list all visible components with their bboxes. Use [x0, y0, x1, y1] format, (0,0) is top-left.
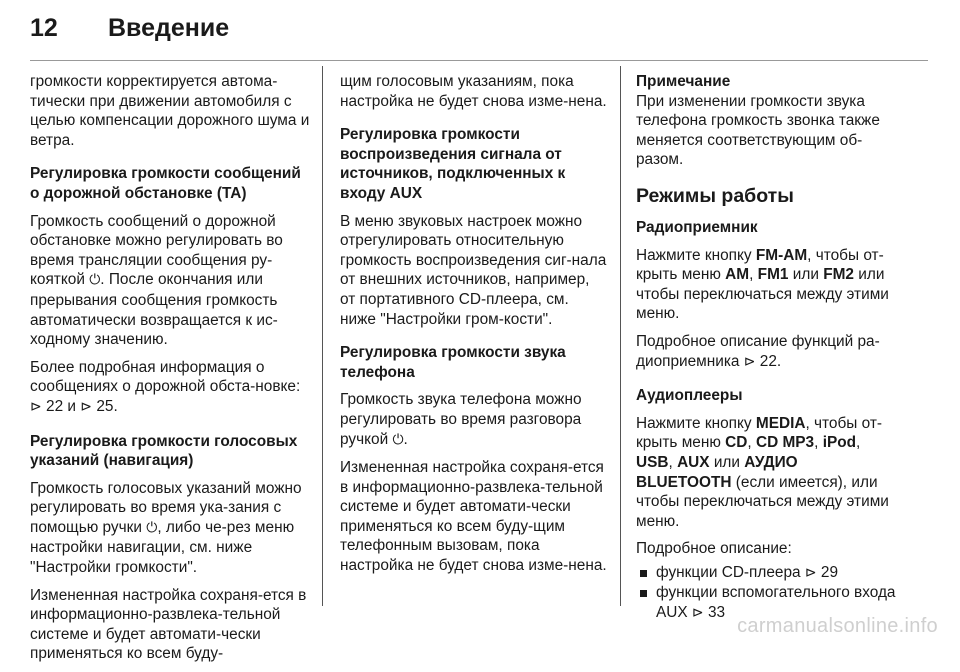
paragraph: Нажмите кнопку FM-AM, чтобы от-крыть меню AM, FM1 или FM2 или чтобы переключаться между этими меню.	[636, 246, 889, 323]
column-3	[636, 72, 908, 624]
paragraph: Громкость звука телефона можно регулировать во время разговора ручкой ⏻.	[340, 391, 582, 448]
note-title: Примечание	[636, 73, 731, 90]
menu-bluetooth: BLUETOOTH	[636, 473, 732, 491]
volume-knob-icon: ⏻	[146, 519, 158, 536]
section-title: Режимы работы	[636, 184, 794, 207]
button-label-media: MEDIA	[755, 414, 806, 432]
header-divider	[30, 60, 928, 61]
menu-cd-mp3: CD MP3	[755, 434, 815, 452]
column-divider-2	[620, 66, 621, 606]
list-item: функции CD-плеера ⊳ 29	[636, 563, 908, 584]
paragraph: Подробное описание:	[636, 540, 792, 558]
subheading-ta-volume: Регулировка громкости сообщений о дорожной обстановке (TA)	[30, 165, 301, 202]
page-header	[30, 14, 229, 50]
page-ref[interactable]: 29	[820, 563, 839, 581]
menu-cd: CD	[725, 434, 748, 452]
paragraph: Громкость сообщений о дорожной обстановке можно регулировать во время трансляции сообщения ру-кояткой ⏻. После окончания или прерывания сообщения громкость автоматически возвращается к ис-ходному значению.	[30, 212, 283, 349]
subheading-radio: Радиоприемник	[636, 218, 758, 236]
menu-audio: АУДИО	[744, 453, 798, 471]
page-reference-icon: ⊳	[80, 398, 93, 415]
paragraph: громкости корректируется автома-тически при движении автомобиля с целью компенсации дорожного шума и ветра.	[30, 73, 310, 149]
menu-fm1: FM1	[757, 266, 789, 284]
subheading-aux-volume: Регулировка громкости воспроизведения сигнала от источников, подключенных к входу AUX	[340, 126, 566, 202]
note-text: При изменении громкости звука телефона громкость звонка также меняется соответствующим об-разом.	[636, 92, 880, 169]
paragraph: Более подробная информация о сообщениях о дорожной обста-новке: ⊳ 22 и ⊳ 25.	[30, 358, 301, 415]
paragraph: Нажмите кнопку MEDIA, чтобы от-крыть меню CD, CD MP3, iPod, USB, AUX или АУДИО BLUETOOTH (если имеется), или чтобы переключаться между этими меню.	[636, 414, 889, 530]
paragraph: Громкость голосовых указаний можно регулировать во время ука-зания с помощью ручки ⏻, либо че-рез меню настройки навигации, см. ниже "Настройки громкости".	[30, 479, 302, 577]
subheading-audio-players: Аудиоплееры	[636, 387, 743, 405]
menu-am: AM	[725, 266, 750, 284]
page-ref[interactable]: 33	[707, 604, 726, 622]
page-reference-icon: ⊳	[691, 605, 704, 622]
page-ref[interactable]: 22	[759, 352, 777, 370]
page-number: 12	[30, 14, 58, 42]
paragraph: Измененная настройка сохраня-ется в информационно-развлека-тельной системе и будет автомати-чески применяться ко всем буду-	[30, 586, 307, 663]
page-ref[interactable]: 25	[96, 397, 114, 415]
menu-aux: AUX	[677, 453, 710, 471]
page-reference-icon: ⊳	[30, 398, 42, 415]
chapter-title: Введение	[108, 14, 230, 42]
menu-ipod: iPod	[822, 434, 857, 452]
paragraph: Измененная настройка сохраня-ется в информационно-развлека-тельной системе и будет автомати-чески применяться ко всем буду-щим телефонным вызовам, пока настройка не будет снова изме-нена.	[340, 459, 607, 575]
column-divider-1	[322, 66, 323, 606]
column-1	[30, 72, 312, 672]
button-label-fm-am: FM-AM	[755, 246, 808, 264]
menu-usb: USB	[636, 453, 669, 471]
subheading-navigation-volume: Регулировка громкости голосовых указаний (навигация)	[30, 432, 298, 470]
paragraph: Подробное описание функций ра-диоприемника ⊳ 22.	[636, 332, 880, 370]
menu-fm2: FM2	[823, 266, 854, 284]
column-2	[340, 72, 608, 584]
page-reference-icon: ⊳	[804, 564, 817, 581]
page-ref[interactable]: 22	[46, 397, 64, 415]
subheading-phone-volume: Регулировка громкости звука телефона	[340, 344, 566, 381]
volume-knob-icon: ⏻	[392, 431, 404, 448]
watermark: carmanualsonline.info	[737, 615, 938, 637]
paragraph: щим голосовым указаниям, пока настройка не будет снова изме-нена.	[340, 73, 607, 110]
paragraph: В меню звуковых настроек можно отрегулировать относительную громкость воспроизведения сиг-нала от внешних источников, например, от портативного CD-плеера, см. ниже "Настройки гром-кости".	[340, 212, 607, 328]
volume-knob-icon: ⏻	[89, 272, 101, 289]
list-item: функции вспомогательного входа AUX ⊳ 33	[636, 583, 908, 623]
page-reference-icon: ⊳	[743, 353, 756, 370]
